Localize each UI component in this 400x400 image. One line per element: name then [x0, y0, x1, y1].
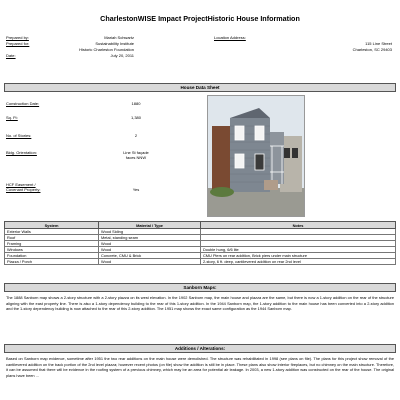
- cell-material: Wood: [99, 241, 201, 247]
- cell-system: Roof: [5, 235, 99, 241]
- house-photo-drawing: [208, 96, 304, 216]
- stories-label: No. of Stories:: [6, 133, 32, 138]
- prepared-block: [6, 35, 206, 59]
- location-line-2: Charleston, SC 29403: [352, 47, 392, 52]
- fact-stories: [6, 133, 156, 138]
- page-title: CharlestonWISE Impact ProjectHistoric House Information: [100, 14, 300, 23]
- prepared-for-value-1: Sustainability Institute: [95, 41, 134, 46]
- sanborn-header: Sanborn Maps:: [4, 283, 396, 292]
- col-notes: Notes: [201, 222, 396, 229]
- cell-system: Exterior Walls: [5, 229, 99, 235]
- prepared-by-value: Mariah Schwartz: [104, 35, 134, 40]
- cell-material: Wood Siding: [99, 229, 201, 235]
- document-page: [4, 0, 396, 400]
- col-system: System: [5, 222, 99, 229]
- additions-paragraph: Based on Sanborn map evidence, sometime after 1951 the two rear additions on the main house were demolished. The structure was rehabilitated in 1998 (see plans on file). The plans for this project show removal of the cantilevered addition on the back portion of the 2nd level piazza; however recent photos (on file) show the addition is still be in place. These plans also show interior fireplaces, but no chimney on the main structure. Therefore, it can be assumed that there will be evidence in the roofing system of a previous chimney, which may be an area for potential air leakage. In 2003, a new 1-story addition was constructed on the rear of the house. The original plans have been ...: [6, 356, 394, 378]
- location-block: [214, 35, 392, 53]
- house-photo: [207, 95, 305, 217]
- sqft-label: Sq. Ft:: [6, 115, 18, 120]
- prepared-by-label: Prepared by:: [6, 35, 29, 40]
- date-value: July 20, 2011: [110, 53, 134, 58]
- sanborn-paragraph: The 1888 Sanborn map shows a 2-story structure with a 2-story piazza on its west elevation. In the 1902 Sanborn map, the main house and piazza are the same, but there is now a 1-story addition on the rear of the structure aligning with the east property line. There is also a 1-story dependency building to the rear of this 1-story addition. In the 1944 Sanborn map, the 1-story addition to the main house has been converted into a 2-story addition and the 1-story dependency building is now attached to the rear of this 2-story addition. The 1951 map shows the exact same configuration as the 1944 Sanborn map.: [6, 295, 394, 312]
- fact-sqft: [6, 115, 156, 120]
- table-row: [5, 259, 396, 265]
- cell-material: Concrete, CMU & Brick: [99, 253, 201, 259]
- orientation-value-2: faces NNW: [125, 155, 147, 160]
- cell-material: Wood: [99, 247, 201, 253]
- cell-material: Metal, standing seam: [99, 235, 201, 241]
- construction-date-label: Construction Date:: [6, 101, 40, 106]
- additions-header: Additions / Alterations:: [4, 344, 396, 353]
- prepared-for-label: Prepared for:: [6, 41, 30, 46]
- materials-table: [4, 221, 396, 265]
- cell-notes: 2-story, 6 ft. deep, cantilevered addition on rear 2nd level: [201, 259, 396, 265]
- easement-label-1: HCF Easement /: [6, 182, 36, 187]
- cell-system: Piazza / Porch: [5, 259, 99, 265]
- house-data-header: House Data Sheet: [4, 83, 396, 92]
- date-label: Date:: [6, 53, 16, 58]
- materials-header-row: [5, 222, 396, 229]
- construction-date-value: 1880: [131, 101, 141, 106]
- cell-system: Framing: [5, 241, 99, 247]
- cell-system: Foundation: [5, 253, 99, 259]
- location-label: Location Address:: [214, 35, 246, 40]
- cell-system: Windows: [5, 247, 99, 253]
- fact-construction-date: [6, 101, 156, 106]
- fact-easement: [6, 187, 156, 192]
- easement-value: Yes: [132, 187, 140, 192]
- cell-notes: Double hung, 6/6 lite: [201, 247, 396, 253]
- col-material: Material / Type: [99, 222, 201, 229]
- orientation-label: Bldg. Orientation:: [6, 150, 37, 155]
- orientation-value-1: Line St façade: [123, 150, 149, 155]
- location-line-1: 115 Line Street: [365, 41, 392, 46]
- cell-notes: CMU Piers on rear addition, Brick piers under main structure: [201, 253, 396, 259]
- cell-material: Wood: [99, 259, 201, 265]
- sqft-value: 1,380: [130, 115, 141, 120]
- stories-value: 2: [134, 133, 138, 138]
- prepared-for-value-2: Historic Charleston Foundation: [79, 47, 134, 52]
- easement-label-2: Covenant Property:: [6, 187, 41, 192]
